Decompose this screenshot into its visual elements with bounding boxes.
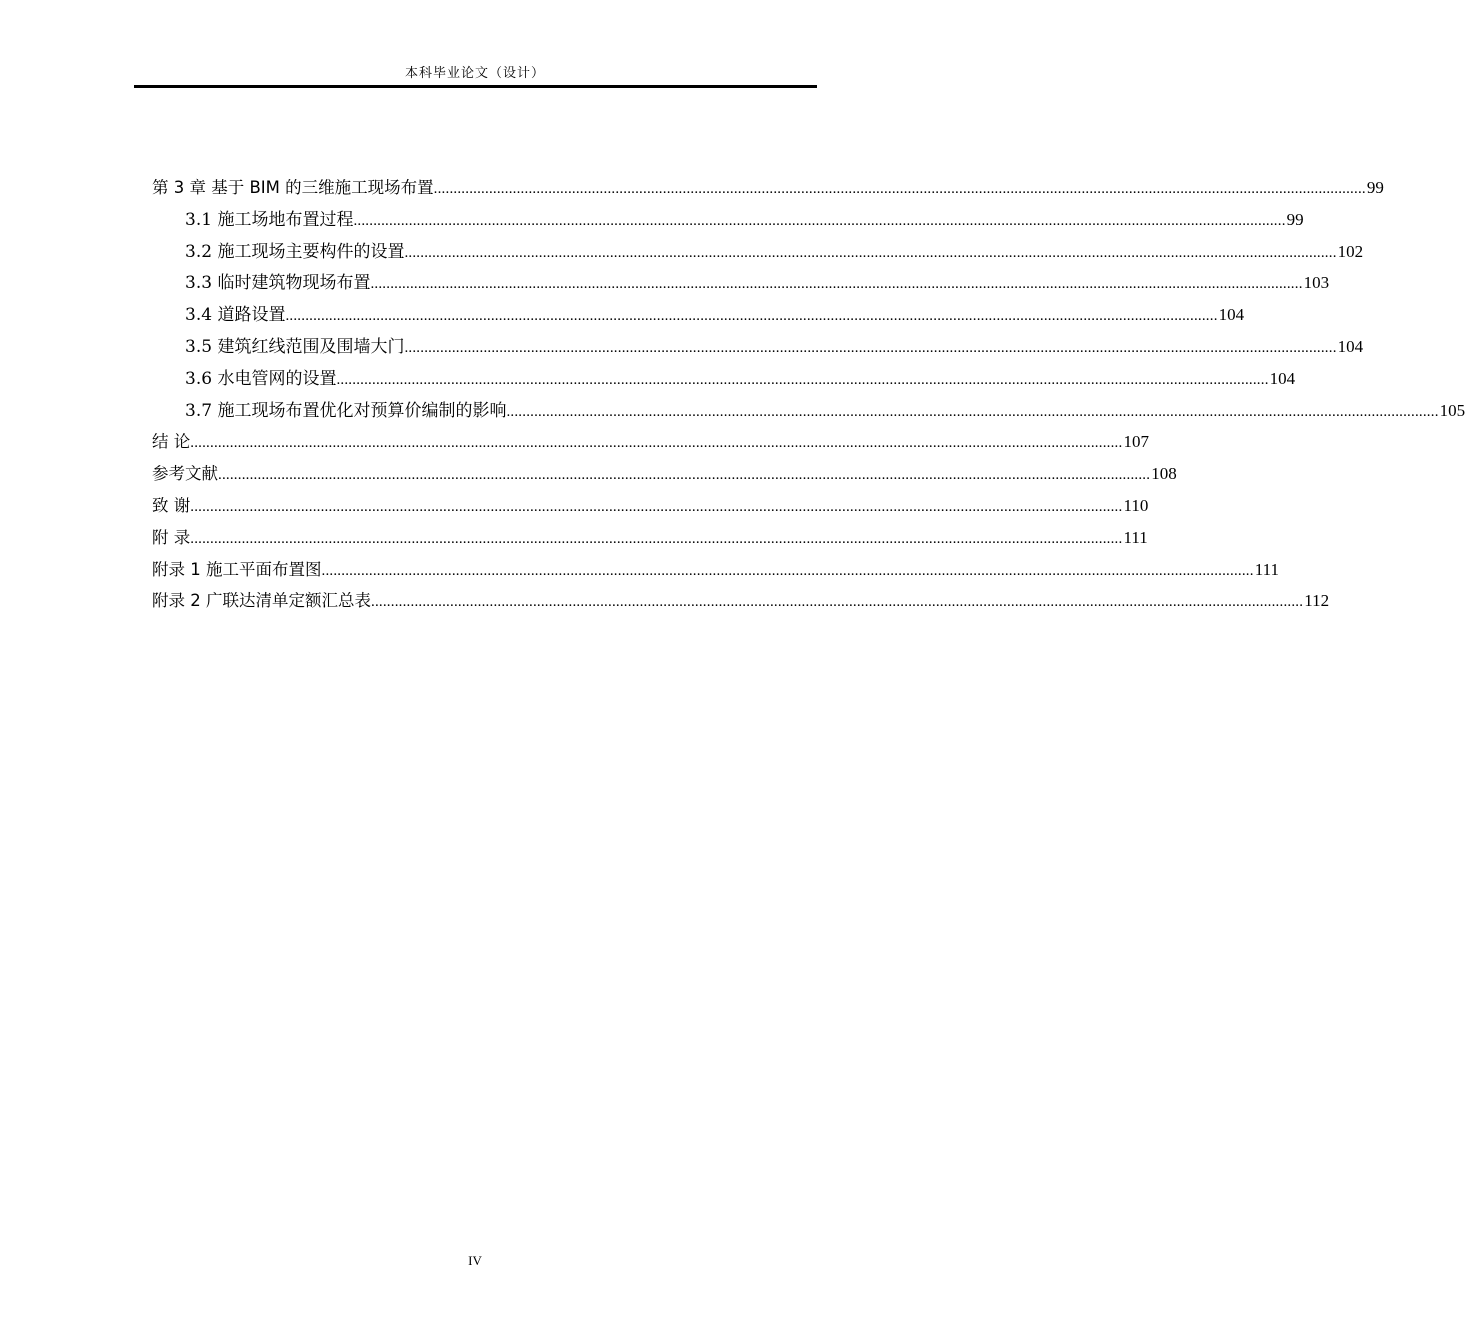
toc-entry-title: 致 谢 [152, 495, 191, 515]
toc-entry[interactable] [152, 395, 1465, 427]
toc-entry[interactable] [152, 490, 1149, 522]
toc-entry-title: 3.5 建筑红线范围及围墙大门 [185, 336, 405, 357]
toc-entry-page: 107 [1123, 432, 1149, 452]
toc-entry[interactable] [152, 267, 1330, 299]
toc-dot-leader: ............................................................................................................................................................................................................................................ [433, 181, 1366, 197]
toc-entry-page: 108 [1151, 464, 1177, 484]
toc-entry-title: 3.1 施工场地布置过程 [185, 209, 354, 230]
toc-dot-leader: ............................................................................................................................................................................................................................................ [321, 562, 1254, 579]
toc-entry[interactable] [152, 585, 1330, 617]
toc-entry-title: 3.2 施工现场主要构件的设置 [185, 241, 405, 262]
toc-entry-page: 99 [1366, 178, 1384, 197]
toc-entry-page: 99 [1286, 209, 1304, 229]
toc-entry-page: 104 [1218, 305, 1245, 325]
toc-entry-title: 3.7 施工现场布置优化对预算价编制的影响 [185, 400, 507, 421]
toc-entry[interactable] [152, 458, 1177, 490]
toc-entry-page: 112 [1304, 591, 1330, 611]
page-number: IV [468, 1253, 482, 1268]
toc-entry[interactable] [152, 236, 1364, 268]
toc-entry[interactable] [152, 331, 1364, 363]
toc-dot-leader: ............................................................................................................................................................................................................................................ [285, 308, 1218, 325]
toc-entry[interactable] [152, 204, 1304, 236]
toc-dot-leader: ............................................................................................................................................................................................................................................ [353, 212, 1286, 229]
toc-entry-title: 结 论 [152, 432, 191, 452]
toc-entry[interactable] [152, 363, 1296, 395]
toc-entry-title: 3.6 水电管网的设置 [185, 368, 337, 389]
toc-entry-page: 110 [1123, 495, 1149, 515]
toc-entry[interactable] [152, 554, 1279, 586]
toc-entry-title: 附录 1 施工平面布置图 [152, 559, 322, 579]
toc-dot-leader: ............................................................................................................................................................................................................................................ [336, 371, 1269, 388]
toc-dot-leader: ............................................................................................................................................................................................................................................ [371, 594, 1304, 611]
toc-dot-leader: ............................................................................................................................................................................................................................................ [370, 276, 1303, 293]
toc-entry-page: 104 [1269, 368, 1296, 388]
toc-entry[interactable] [152, 426, 1149, 458]
toc-entry-title: 第 3 章 基于 BIM 的三维施工现场布置 [152, 178, 434, 197]
toc-entry-page: 111 [1123, 527, 1148, 547]
header-divider [134, 85, 817, 88]
toc-dot-leader: ............................................................................................................................................................................................................................................ [190, 530, 1123, 547]
toc-dot-leader: ............................................................................................................................................................................................................................................ [506, 403, 1439, 420]
toc-dot-leader: ............................................................................................................................................................................................................................................ [404, 244, 1337, 261]
toc-entry-title: 附 录 [152, 527, 191, 547]
toc-entry[interactable] [152, 522, 1148, 554]
toc-entry-page: 105 [1439, 400, 1465, 420]
toc-entry-page: 111 [1254, 559, 1279, 579]
toc-dot-leader: ............................................................................................................................................................................................................................................ [190, 435, 1123, 452]
toc-entry-title: 附录 2 广联达清单定额汇总表 [152, 591, 371, 611]
toc-entry-title: 3.4 道路设置 [185, 305, 286, 326]
toc-entry-page: 103 [1303, 273, 1330, 293]
running-header: 本科毕业论文（设计） [404, 66, 545, 81]
toc-entry[interactable] [152, 172, 1384, 204]
toc-entry-page: 104 [1337, 336, 1364, 356]
toc-entry-page: 102 [1337, 241, 1364, 261]
toc-dot-leader: ............................................................................................................................................................................................................................................ [404, 339, 1337, 356]
toc-dot-leader: ............................................................................................................................................................................................................................................ [218, 467, 1151, 484]
table-of-contents [152, 172, 1465, 617]
toc-entry-title: 参考文献 [152, 464, 218, 484]
toc-entry[interactable] [152, 299, 1245, 331]
toc-entry-title: 3.3 临时建筑物现场布置 [185, 273, 371, 294]
toc-dot-leader: ............................................................................................................................................................................................................................................ [190, 498, 1123, 515]
